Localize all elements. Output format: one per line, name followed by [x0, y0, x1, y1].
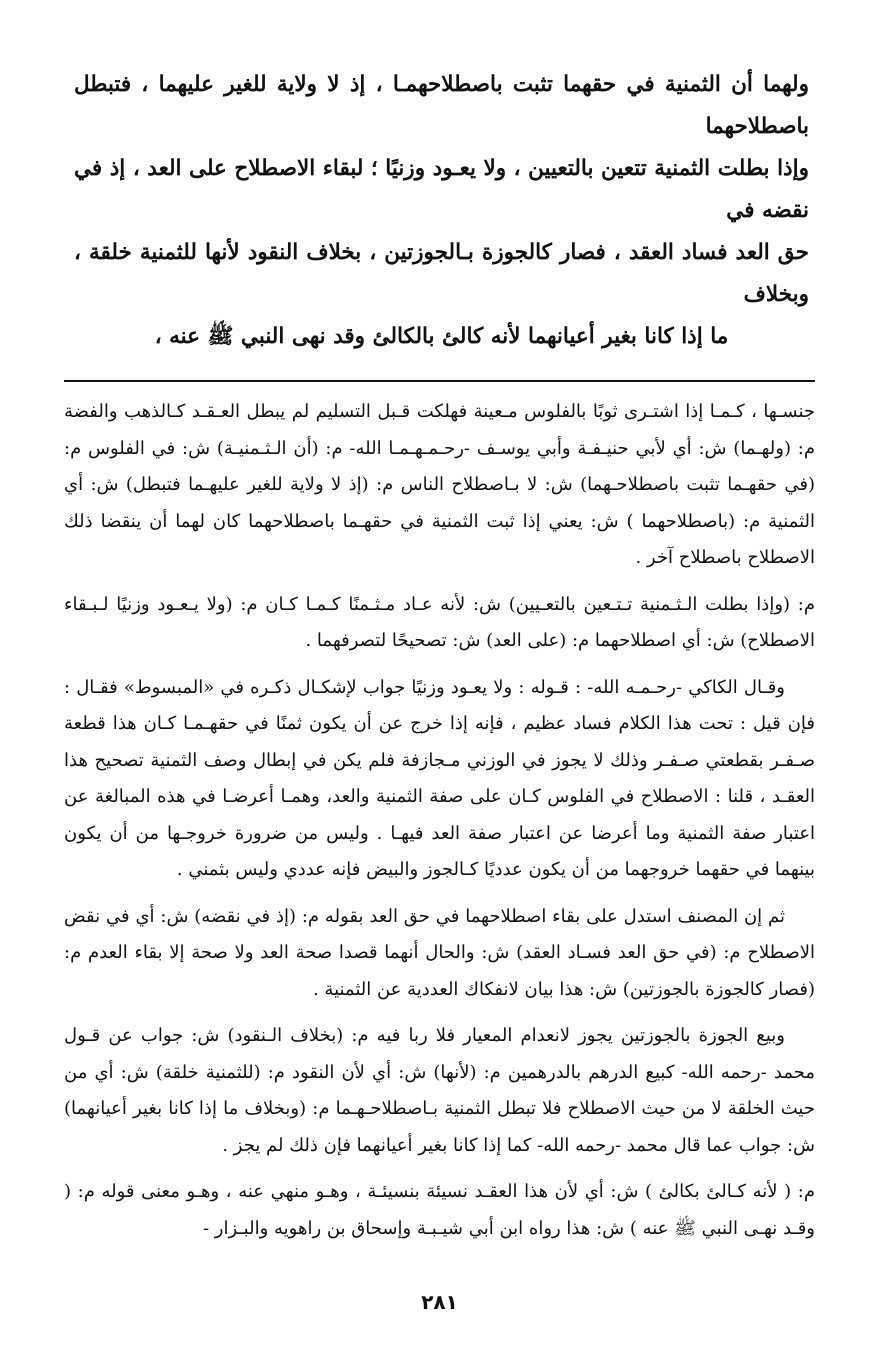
commentary-paragraph: وقـال الكاكي -رحـمـه الله- : قـوله : ولا يعـود وزنيًا جواب لإشكـال ذكـره في «المبسوط» فقـال : فإن قيل : تحت هذا الكلام فساد عظيم ، فإنه إذا خرج عن أن يكون ثمنًا في حقهـمـا كـان هذا قطعة صـفـر بقطعتي صـفـر وذلك لا يجوز في الوزني مـجازفة فلم يكن في إبطال وصف الثمنية تصحيح هذا العقـد ، قلنا : الاصطلاح في الفلوس كـان على صفة الثمنية والعد، وهمـا أعرضـا في هذه المبالغة عن اعتبار صفة الثمنية وما أعرضا عن اعتبار صفة العد فيهـا . وليس من ضرورة خروجـها من أن يكون بينهما في حقهما خروجهما من أن يكون عدديًا كـالجوز والبيض فإنه عددي وليس بثمني . [64, 676, 815, 880]
commentary-block [64, 394, 815, 1247]
main-text-line: حق العد فساد العقد ، فصار كالجوزة بـالجوزتين ، بخلاف النقود لأنها للثمنية خلقة ، وبخلاف [74, 240, 809, 307]
main-text-line: ولهما أن الثمنية في حقهما تثبت باصطلاحهمـا ، إذ لا ولاية للغير عليهما ، فتبطل باصطلاحهما [74, 72, 809, 139]
commentary-paragraph: م: (وإذا بطلت الـثـمنية تـتـعين بالتعـيين) ش: لأنه عـاد مـثـمنًا كـمـا كـان م: (ولا يـعـود وزنيًا لـبـقاء الاصطلاح) ش: أي اصطلاحهما م: (على العد) ش: تصحيحًا لتصرفهما . [64, 593, 815, 651]
commentary-paragraph: م: ( لأنه كـالئ بكالئ ) ش: أي لأن هذا العقـد نسيئة بنسيئـة ، وهـو منهي عنه ، وهـو معنى قوله م: ( وقـد نهـى النبي ﷺ عنه ) ش: هذا رواه ابن أبي شيـبـة وإسحاق بن راهويه والبـزار - [64, 1181, 815, 1239]
page-number: ٢٨١ [421, 1290, 458, 1314]
main-text-line: ما إذا كانا بغير أعيانهما لأنه كالئ بالكالئ وقد نهى النبي ﷺ عنه ، [154, 324, 729, 349]
separator-rule [64, 380, 815, 382]
commentary-paragraph: وبيع الجوزة بالجوزتين يجوز لانعدام المعيار فلا ربا فيه م: (بخلاف الـنقود) ش: جواب عن قـول محمد -رحمه الله- كبيع الدرهم بالدرهمين م: (لأنها) ش: أي لأن النقود م: (للثمنية خلقة) ش: أي من حيث الخلقة لا من حيث الاصطلاح فلا تبطل الثمنية بـاصطلاحـهـما م: (وبخلاف ما إذا كانا بغير أعيانهما) ش: جواب عما قال محمد -رحمه الله- كما إذا كانا بغير أعيانهما فإن ذلك لم يجز . [64, 1025, 815, 1156]
commentary-paragraph: ثم إن المصنف استدل على بقاء اصطلاحهما في حق العد بقوله م: (إذ في نقضه) ش: أي في نقض الاصطلاح م: (في حق العد فسـاد العقد) ش: والحال أنهما قصدا صحة العد ولا صحة إلا بقاء العدم م: (فصار كالجوزة بالجوزتين) ش: هذا بيان لانفكاك العددية عن الثمنية . [64, 905, 815, 1000]
main-text-line: وإذا بطلت الثمنية تتعين بالتعيين ، ولا يعـود وزنيًا ؛ لبقاء الاصطلاح على العد ، إذ في نقضه في [74, 156, 809, 223]
commentary-paragraph: جنسـها ، كـمـا إذا اشتـرى ثوبًا بالفلوس مـعينة فهلكت قـبل التسليم لم يبطل العـقـد كـالذهب والفضة م: (ولهـما) ش: أي لأبي حنيـفـة وأبي يوسـف -رحـمـهـمـا الله- م: (أن الـثـمنيـة) ش: في الفلوس م: (في حقهـما تثبت باصطلاحـهما) ش: لا بـاصطلاح الناس م: (إذ لا ولاية للغير عليهـما فتبطل) ش: أي الثمنية م: (باصطلاحهما ) ش: يعني إذا ثبت الثمنية في حقهـما باصطلاحهما كان لهما أن ينقضا ذلك الاصطلاح باصطلاح آخر . [64, 401, 815, 568]
main-text-block [74, 64, 809, 358]
